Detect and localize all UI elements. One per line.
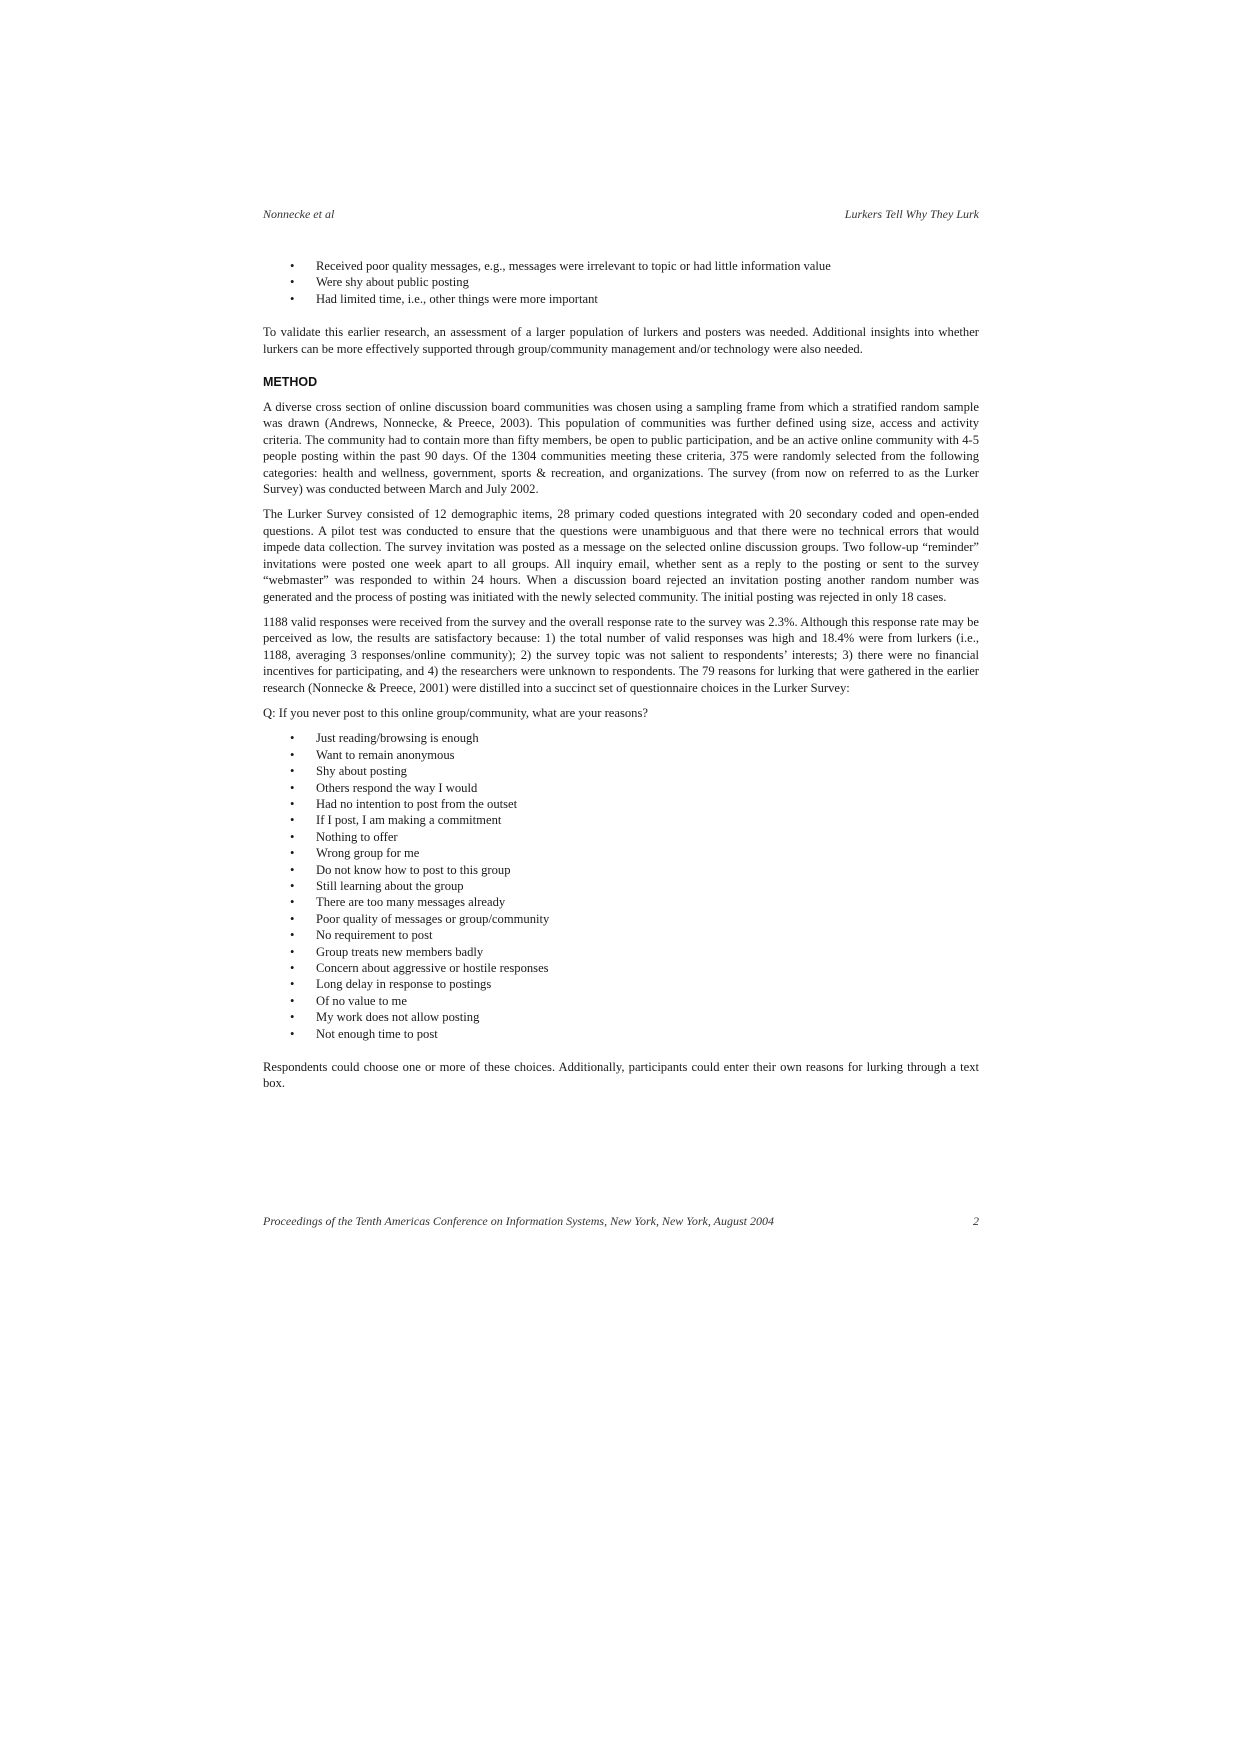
survey-question: Q: If you never post to this online group/community, what are your reasons? — [263, 705, 648, 720]
header-title: Lurkers Tell Why They Lurk — [844, 207, 979, 221]
list-item: • Still learning about the group — [263, 878, 979, 894]
list-item: • Shy about posting — [263, 763, 979, 779]
list-item: • Nothing to offer — [263, 829, 979, 845]
list-item: • Long delay in response to postings — [263, 976, 979, 992]
method-heading: METHOD — [263, 375, 318, 390]
header-authors: Nonnecke et al — [263, 207, 335, 221]
list-item: • Concern about aggressive or hostile responses — [263, 960, 979, 976]
page-body — [263, 258, 979, 1092]
list-item: • Group treats new members badly — [263, 944, 979, 960]
intro-bullet-list — [263, 258, 979, 307]
list-item: • Had limited time, i.e., other things were more important — [263, 291, 979, 307]
list-item: • Want to remain anonymous — [263, 747, 979, 763]
footer-proceedings: Proceedings of the Tenth Americas Conference on Information Systems, New York, New York, August 2004 — [263, 1214, 774, 1228]
list-item: • Were shy about public posting — [263, 274, 979, 290]
list-item: • Others respond the way I would — [263, 780, 979, 796]
method-paragraph-responses: 1188 valid responses were received from the survey and the overall response rate to the survey was 2.3%. Although this response rate may be perceived as low, the results are satisfactory because: 1) the total number of valid responses was high and 18.4% were from lurkers (i.e., 1188, averaging 3 responses/online community); 2) the survey topic was not salient to respondents’ interests; 3) there were no financial incentives for participating, and 4) the researchers were unknown to respondents. The 79 reasons for lurking that were gathered in the earlier research (Nonnecke & Preece, 2001) were distilled into a succinct set of questionnaire choices in the Lurker Survey: — [263, 614, 979, 695]
page-footer — [263, 1214, 979, 1234]
method-paragraph-survey: The Lurker Survey consisted of 12 demographic items, 28 primary coded questions integrated with 20 secondary coded and open-ended questions. A pilot test was conducted to ensure that the questions were unambiguous and that there were no technical errors that would impede data collection. The survey invitation was posted as a message on the selected online discussion groups. Two follow-up “reminder” invitations were posted one week apart to all groups. All inquiry email, whether sent as a reply to the posting or sent to the survey “webmaster” was responded to within 24 hours. When a discussion board rejected an invitation posting another random number was generated and the process of posting was initiated with the newly selected community. The initial posting was rejected in only 18 cases. — [263, 507, 979, 604]
list-item: • Do not know how to post to this group — [263, 862, 979, 878]
list-item: • Had no intention to post from the outset — [263, 796, 979, 812]
running-header — [263, 207, 979, 227]
list-item: • Received poor quality messages, e.g., messages were irrelevant to topic or had little information value — [263, 258, 979, 274]
page-number: 2 — [973, 1214, 979, 1228]
validation-paragraph: To validate this earlier research, an assessment of a larger population of lurkers and posters was needed. Additional insights into whether lurkers can be more effectively supported through group/community management and/or technology were also needed. — [263, 325, 979, 356]
list-item: • Of no value to me — [263, 993, 979, 1009]
list-item: • There are too many messages already — [263, 894, 979, 910]
list-item: • No requirement to post — [263, 927, 979, 943]
lurking-reasons-list — [263, 730, 979, 1042]
list-item: • If I post, I am making a commitment — [263, 812, 979, 828]
closing-paragraph: Respondents could choose one or more of these choices. Additionally, participants could enter their own reasons for lurking through a text box. — [263, 1060, 979, 1091]
list-item: • Poor quality of messages or group/community — [263, 911, 979, 927]
list-item: • Not enough time to post — [263, 1026, 979, 1042]
method-paragraph-sampling: A diverse cross section of online discussion board communities was chosen using a sampling frame from which a stratified random sample was drawn (Andrews, Nonnecke, & Preece, 2003). This population of communities was further defined using size, access and activity criteria. The community had to contain more than fifty members, be open to public participation, and be an active online community with 4-5 people posting within the past 90 days. Of the 1304 communities meeting these criteria, 375 were randomly selected from the following categories: health and wellness, government, sports & recreation, and organizations. The survey (from now on referred to as the Lurker Survey) was conducted between March and July 2002. — [263, 400, 979, 497]
list-item: • My work does not allow posting — [263, 1009, 979, 1025]
list-item: • Wrong group for me — [263, 845, 979, 861]
list-item: • Just reading/browsing is enough — [263, 730, 979, 746]
